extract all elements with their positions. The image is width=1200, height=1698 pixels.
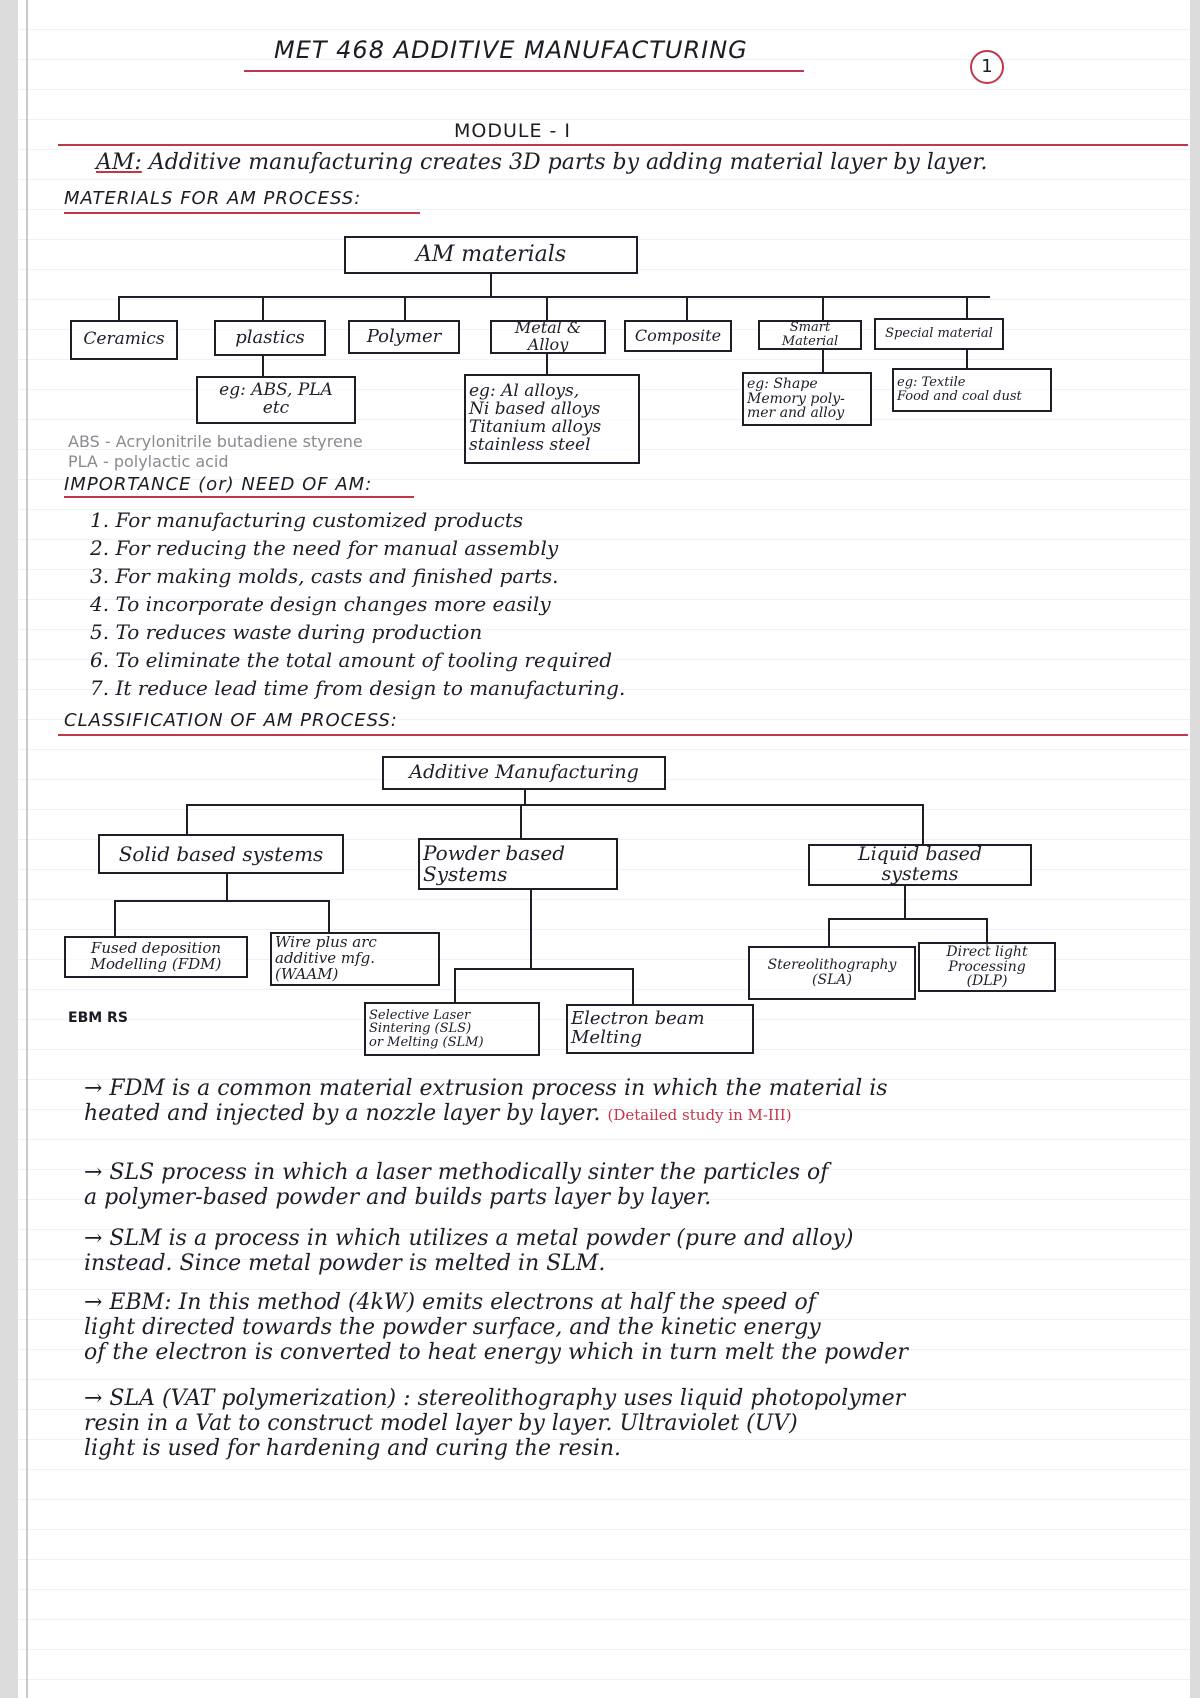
tree-connector [118, 296, 120, 320]
tree-connector [454, 968, 634, 970]
sla-description: → SLA (VAT polymerization) : stereolithography uses liquid photopolymer resin in a Vat to construct model layer by layer. Ultraviolet (UV) light is used for hardening and curing the resin. [84, 1386, 906, 1461]
tree-connector [546, 354, 548, 374]
solid-based-box: Solid based systems [98, 834, 344, 874]
abbrev-abs: ABS - Acrylonitrile butadiene styrene [68, 432, 363, 451]
tree-connector [454, 968, 456, 1004]
definition-text: Additive manufacturing creates 3D parts by adding material layer by layer. [148, 150, 988, 175]
tree-connector [186, 804, 188, 834]
side-note: EBM RS [68, 1010, 128, 1026]
tree-connector [114, 900, 330, 902]
detailed-study-note: (Detailed study in M-III) [607, 1106, 792, 1124]
branch-composite: Composite [624, 320, 732, 352]
notebook-page [18, 0, 1190, 1698]
powder-based-box: Powder based Systems [418, 838, 618, 890]
am-definition [96, 150, 987, 175]
importance-item: 4. To incorporate design changes more easily [90, 592, 551, 616]
dlp-box: Direct light Processing (DLP) [918, 942, 1056, 992]
importance-item: 2. For reducing the need for manual assembly [90, 536, 559, 560]
classification-rule [58, 734, 1188, 736]
importance-item: 6. To eliminate the total amount of tooling required [90, 648, 613, 672]
tree-connector [226, 874, 228, 902]
classification-heading: CLASSIFICATION OF AM PROCESS: [64, 710, 398, 731]
ebm-description: → EBM: In this method (4kW) emits electrons at half the speed of light directed towards the powder surface, and the kinetic energy of the electron is converted to heat energy which in turn melt the powder [84, 1290, 908, 1365]
tree-connector [490, 274, 492, 298]
sls-box: Selective Laser Sintering (SLS) or Melting (SLM) [364, 1002, 540, 1056]
materials-heading-underline [64, 212, 420, 214]
slm-description: → SLM is a process in which utilizes a metal powder (pure and alloy) instead. Since metal powder is melted in SLM. [84, 1226, 854, 1276]
branch-smart-material: Smart Material [758, 320, 862, 350]
importance-item: 7. It reduce lead time from design to manufacturing. [90, 676, 626, 700]
liquid-based-box: Liquid based systems [808, 844, 1032, 886]
importance-item: 1. For manufacturing customized products [90, 508, 524, 532]
special-examples: eg: Textile Food and coal dust [892, 368, 1052, 412]
branch-plastics: plastics [214, 320, 326, 356]
tree-connector [632, 968, 634, 1004]
tree-connector [328, 900, 330, 932]
module-heading: MODULE - I [454, 120, 572, 142]
importance-heading: IMPORTANCE (or) NEED OF AM: [64, 474, 373, 495]
ebm-box: Electron beam Melting [566, 1004, 754, 1054]
waam-box: Wire plus arc additive mfg. (WAAM) [270, 932, 440, 986]
tree-connector [118, 296, 990, 298]
importance-item: 3. For making molds, casts and finished parts. [90, 564, 559, 588]
sls-description: → SLS process in which a laser methodically sinter the particles of a polymer-based powder and builds parts layer by layer. [84, 1160, 829, 1210]
tree-connector [966, 296, 968, 320]
tree-connector [530, 890, 532, 970]
sla-box: Stereolithography (SLA) [748, 946, 916, 1000]
tree-connector [686, 296, 688, 320]
materials-root-box: AM materials [344, 236, 638, 274]
tree-connector [828, 918, 988, 920]
tree-connector [904, 886, 906, 920]
module-rule [58, 144, 1188, 146]
tree-connector [922, 804, 924, 844]
tree-connector [546, 296, 548, 320]
materials-heading: MATERIALS FOR AM PROCESS: [64, 188, 362, 209]
importance-heading-underline [64, 496, 414, 498]
tree-connector [262, 356, 264, 376]
definition-label: AM: [96, 150, 142, 175]
page-number: 1 [970, 50, 1004, 84]
tree-connector [404, 296, 406, 320]
branch-polymer: Polymer [348, 320, 460, 354]
tree-connector [822, 350, 824, 372]
title-underline [244, 70, 804, 72]
tree-connector [262, 296, 264, 320]
class-root-box: Additive Manufacturing [382, 756, 666, 790]
plastics-examples: eg: ABS, PLA etc [196, 376, 356, 424]
margin-line [26, 0, 28, 1698]
tree-connector [822, 296, 824, 320]
branch-metal-alloy: Metal & Alloy [490, 320, 606, 354]
metal-examples: eg: Al alloys, Ni based alloys Titanium alloys stainless steel [464, 374, 640, 464]
branch-special-material: Special material [874, 318, 1004, 350]
branch-ceramics: Ceramics [70, 320, 178, 360]
tree-connector [966, 350, 968, 368]
fdm-box: Fused deposition Modelling (FDM) [64, 936, 248, 978]
importance-item: 5. To reduces waste during production [90, 620, 483, 644]
tree-connector [186, 804, 924, 806]
page-title: MET 468 ADDITIVE MANUFACTURING [274, 36, 748, 64]
tree-connector [114, 900, 116, 936]
tree-connector [520, 804, 522, 838]
fdm-description: → FDM is a common material extrusion process in which the material is heated and injected by a nozzle layer by layer. (Detailed study in M-III) [84, 1076, 888, 1126]
tree-connector [828, 918, 830, 948]
abbrev-pla: PLA - polylactic acid [68, 452, 229, 471]
smart-examples: eg: Shape Memory poly- mer and alloy [742, 372, 872, 426]
